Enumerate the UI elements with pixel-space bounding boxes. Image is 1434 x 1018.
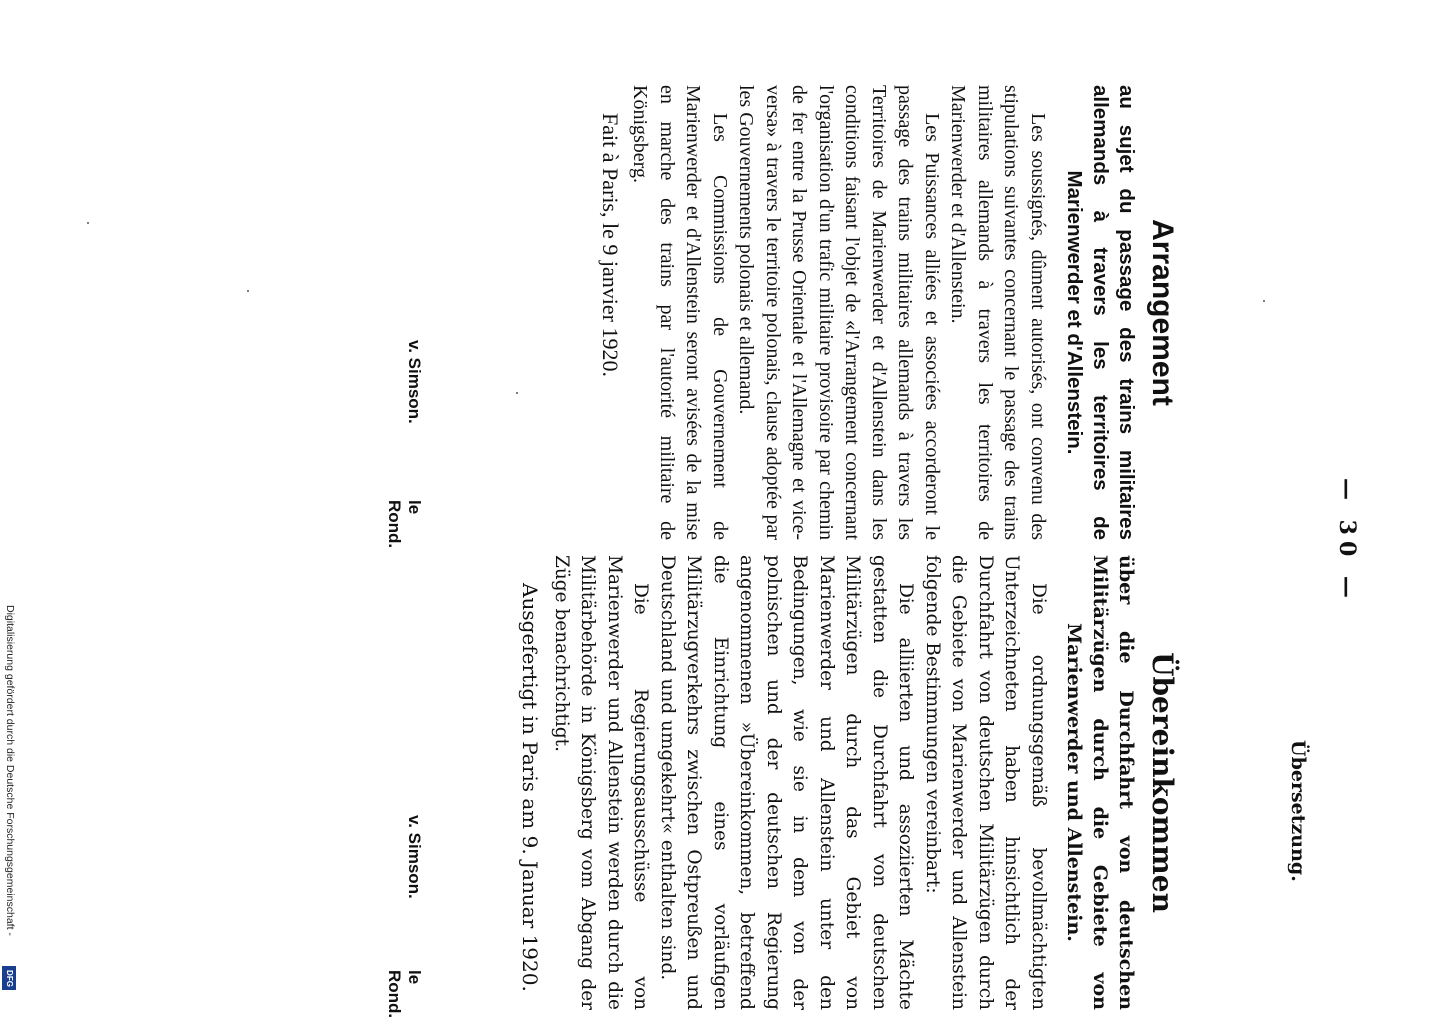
german-column	[516, 555, 1180, 1010]
german-paragraph: Die Regierungsausschüsse von Marienwerder und Allenstein werden durch die Militärbehörde in Königsberg vom Abgang der Züge benachrichtigt.	[551, 555, 652, 1010]
scan-speck	[516, 392, 518, 394]
french-column	[595, 85, 1179, 540]
german-dateline: Ausgefertigt in Paris am 9. Januar 1920.	[518, 583, 543, 992]
signature-simson: v. Simson.	[405, 340, 424, 424]
signature-le-rond: le Rond.	[385, 970, 424, 1018]
french-paragraph: Les Puissances alliées et associées accorderont le passage des trains militaires allemands à travers les Territoires de Marienwerder et d'Allenstein dans les conditions faisant l'objet de «l'Arrangement concernant l'organisation d'un trafic militaire provisoire par chemin de fer entre la Prusse Orientale et l'Allemagne et vice-versa» à travers le territoire polonais, clause adoptée par les Gouvernements polonais et allemand.	[735, 85, 943, 540]
dfg-logo	[2, 966, 16, 990]
french-heading: Arrangement	[1146, 219, 1179, 406]
french-paragraph: Les soussignés, dûment autorisés, ont convenu des stipulations suivantes concernant le passage des trains militaires allemands à travers les territoires de Marienwerder et d'Allenstein.	[947, 85, 1049, 540]
page-number: — 30 —	[1334, 478, 1360, 604]
german-paragraph: Die alliierten und assoziierten Mächte gestatten die Durchfahrt von deutschen Militärzügen durch das Gebiet von Marienwerder und Allenstein unter den Bedingungen, wie sie in dem von der polnischen und der deutschen Regierung angenommenen »Übereinkommen, betreffend die Einrichtung eines vorläufigen Militärzugverkehrs zwischen Ostpreußen und Deutschland und umgekehrt« enthalten sind.	[657, 555, 917, 1010]
french-dateline: Fait à Paris, le 9 janvier 1920.	[598, 113, 623, 377]
signature-simson: v. Simson.	[405, 815, 424, 899]
french-paragraph: Les Commissions de Gouvernement de Marienwerder et d'Allenstein seront avisées de la mise en marche des trains par l'autorité militaire de Königsberg.	[629, 85, 731, 540]
scan-speck	[1263, 300, 1265, 302]
scan-speck	[87, 222, 89, 224]
digitization-stamp	[2, 605, 18, 995]
dfg-logo-text: DFG	[4, 969, 14, 987]
german-heading: Übereinkommen	[1146, 652, 1179, 913]
scan-speck	[247, 290, 249, 292]
running-title: Übersetzung.	[1287, 740, 1309, 882]
german-paragraph: Die ordnungsgemäß bevollmächtigten Unterzeichneten haben hinsichtlich der Durchfahrt von deutschen Militärzügen durch die Gebiete von Marienwerder und Allenstein folgende Bestimmungen vereinbart:	[922, 555, 1049, 1010]
german-subheading: über die Durchfahrt von deutschen Militärzügen durch die Gebiete von Marienwerder und Allenstein.	[1063, 555, 1137, 1010]
signature-le-rond: le Rond.	[385, 500, 424, 549]
stamp-text: Digitalisierung gefördert durch die Deutsche Forschungsgemeinschaft -	[4, 605, 16, 936]
french-subheading: au sujet du passage des trains militaires allemands à travers les territoires de Marienwerder et d'Allenstein.	[1063, 85, 1138, 540]
